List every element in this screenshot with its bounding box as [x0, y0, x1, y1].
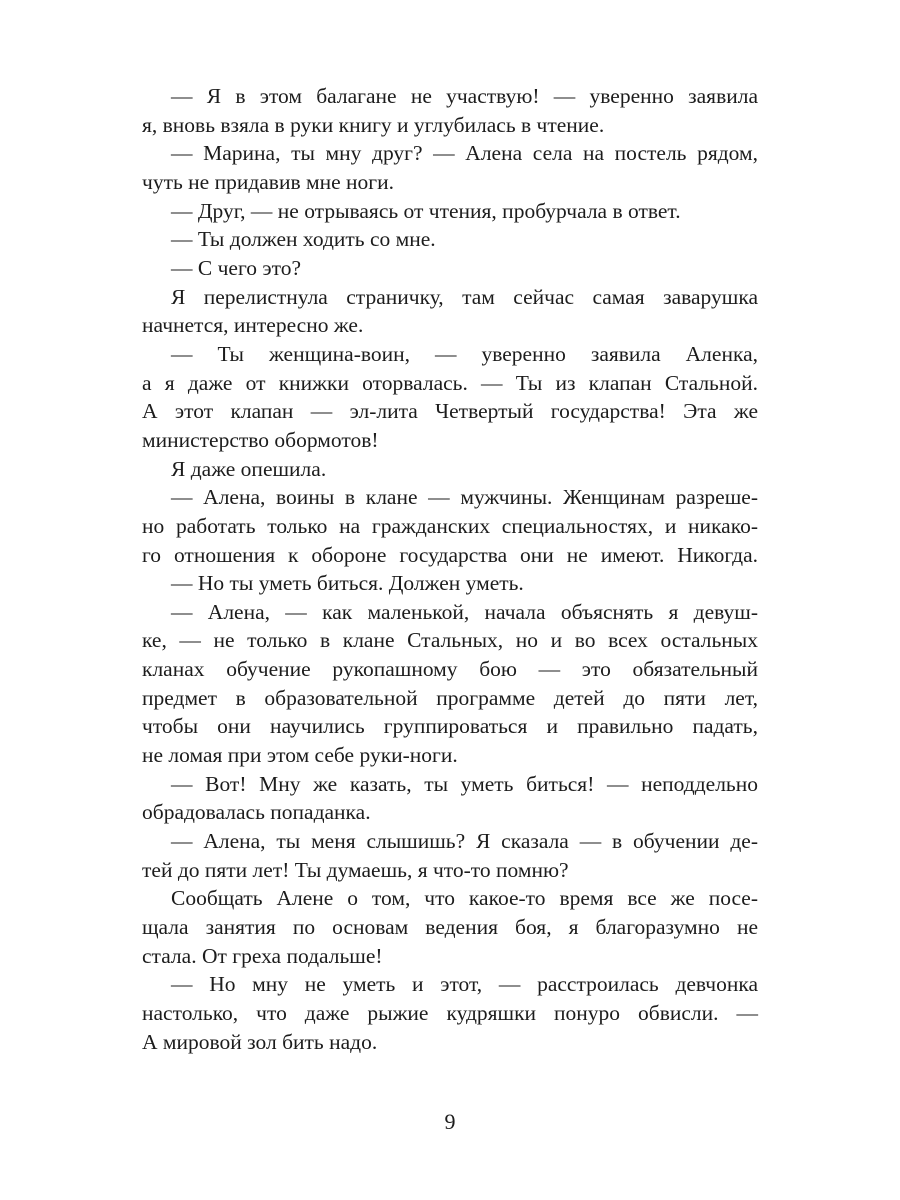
text-line: — Алена, воины в клане — мужчины. Женщинам разреше- — [171, 485, 758, 510]
text-line: — Ты женщина-воин, — уверенно заявила Аленка, — [171, 341, 758, 366]
text-line: А этот клапан — эл-лита Четвертый государства! Эта же — [142, 399, 758, 424]
text-line: Сообщать Алене о том, что какое-то время все же посе- — [171, 886, 758, 911]
page-number: 9 — [444, 1109, 456, 1134]
text-line: не ломая при этом себе руки-ноги. — [142, 743, 458, 768]
text-line: обрадовалась попаданка. — [142, 800, 371, 825]
text-line: чтобы они научились группироваться и правильно падать, — [142, 714, 758, 739]
text-line: го отношения к обороне государства они не имеют. Никогда. — [142, 542, 758, 567]
text-line: начнется, интересно же. — [142, 313, 364, 338]
text-line: Я даже опешила. — [171, 456, 327, 481]
text-line: кланах обучение рукопашному бою — это обязательный — [142, 657, 758, 682]
text-line: — Но ты уметь биться. Должен уметь. — [171, 571, 524, 596]
text-line: чуть не придавив мне ноги. — [142, 169, 394, 194]
text-line: но работать только на гражданских специальностях, и никако- — [142, 513, 758, 538]
text-line: — Я в этом балагане не участвую! — уверенно заявила — [171, 84, 758, 108]
text-line: — Но мну не уметь и этот, — расстроилась девчонка — [171, 972, 758, 997]
text-line: тей до пяти лет! Ты думаешь, я что-то помню? — [142, 857, 569, 882]
text-line: — С чего это? — [171, 255, 301, 280]
text-line: министерство обормотов! — [142, 427, 379, 452]
body-text — [142, 82, 758, 1056]
text-line: ке, — не только в клане Стальных, но и во всех остальных — [142, 628, 758, 653]
text-line: — Марина, ты мну друг? — Алена села на постель рядом, — [171, 141, 758, 166]
text-line: А мировой зол бить надо. — [142, 1029, 378, 1054]
text-line: стала. От греха подальше! — [142, 943, 383, 968]
text-line: — Алена, — как маленькой, начала объяснять я девуш- — [171, 599, 758, 624]
text-line: я, вновь взяла в руки книгу и углубилась в чтение. — [142, 112, 605, 137]
text-line: — Друг, — не отрываясь от чтения, пробурчала в ответ. — [171, 198, 681, 223]
text-line: — Алена, ты меня слышишь? Я сказала — в обучении де- — [171, 829, 758, 854]
text-line: — Ты должен ходить со мне. — [171, 227, 436, 252]
text-line: а я даже от книжки оторвалась. — Ты из клапан Стальной. — [142, 370, 758, 395]
text-line: щала занятия по основам ведения боя, я благоразумно не — [142, 915, 758, 940]
text-line: настолько, что даже рыжие кудряшки понуро обвисли. — — [142, 1001, 758, 1025]
text-line: Я перелистнула страничку, там сейчас самая заварушка — [171, 284, 758, 309]
text-line: предмет в образовательной программе детей до пяти лет, — [142, 685, 758, 710]
text-line: — Вот! Мну же казать, ты уметь биться! — неподдельно — [171, 771, 758, 796]
